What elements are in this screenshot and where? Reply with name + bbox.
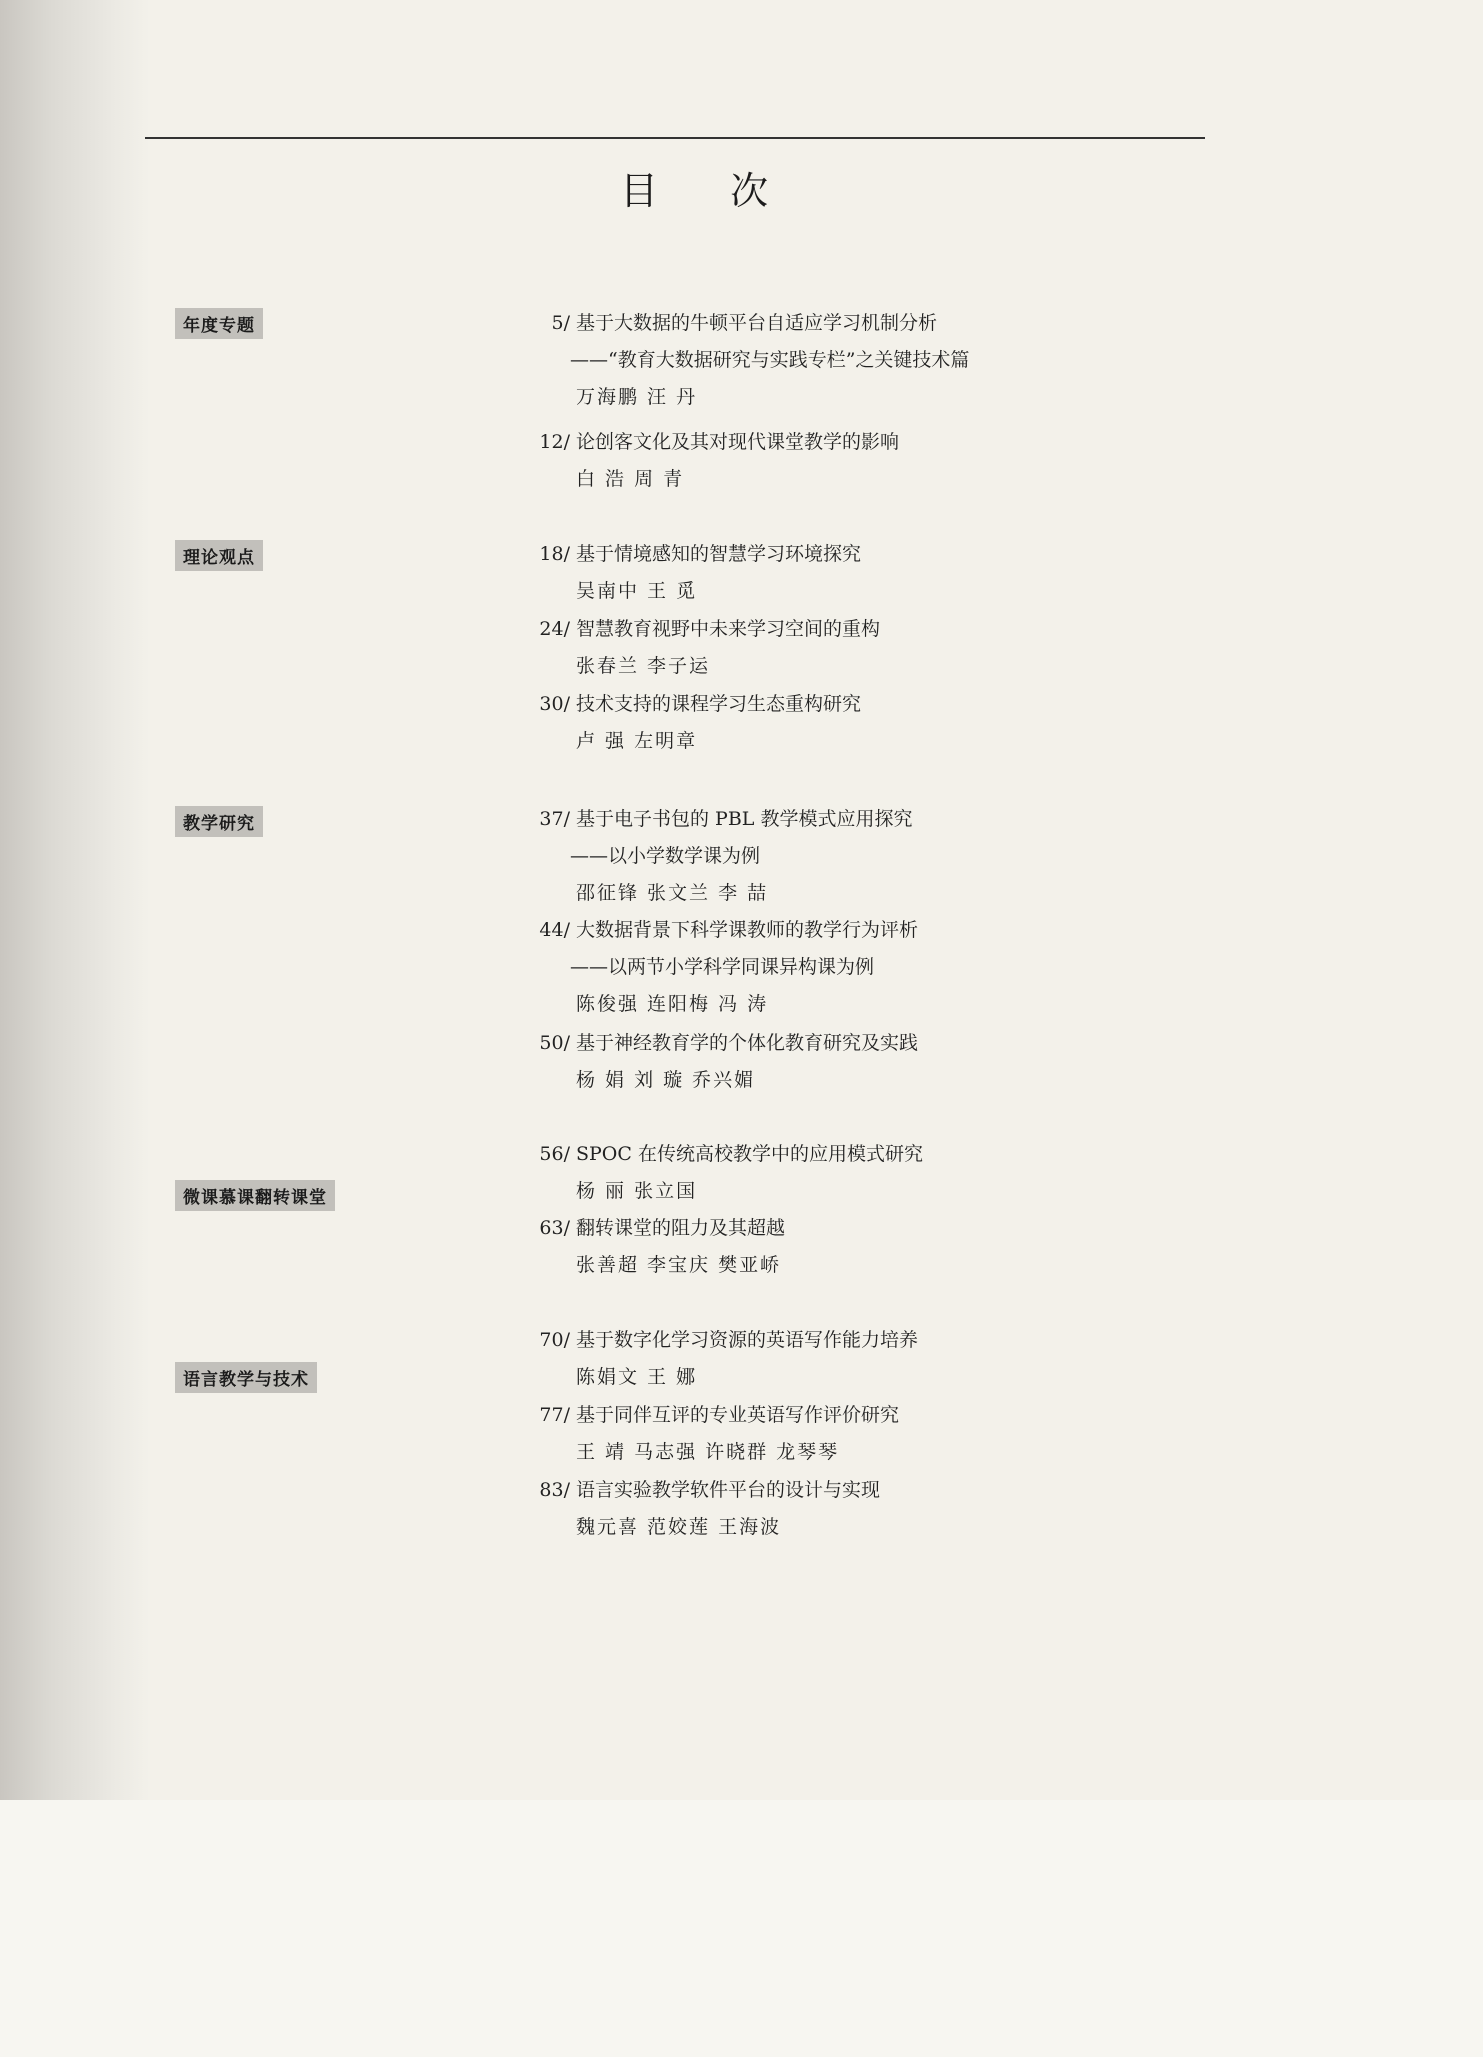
header-rule [145, 137, 1205, 139]
article-authors: 杨 丽 张立国 [576, 1180, 698, 1202]
toc-entry-link[interactable] [500, 1397, 1120, 1434]
toc-entry [500, 1136, 1120, 1210]
article-title: 基于情境感知的智慧学习环境探究 [576, 543, 862, 565]
page-number: 12/ [539, 431, 570, 453]
article-title: 基于数字化学习资源的英语写作能力培养 [576, 1329, 919, 1351]
toc-entry-link[interactable] [500, 1322, 1120, 1359]
page-number: 18/ [539, 543, 570, 565]
page-bottom-margin [0, 1800, 1483, 2057]
article-authors: 杨 娟 刘 璇 乔兴媚 [576, 1069, 756, 1091]
page-number: 5/ [551, 312, 570, 334]
article-authors: 陈俊强 连阳梅 冯 涛 [576, 993, 769, 1015]
category-label: 语言教学与技术 [175, 1362, 317, 1393]
article-authors: 魏元喜 范姣莲 王海波 [576, 1516, 782, 1538]
article-title: 基于神经教育学的个体化教育研究及实践 [576, 1032, 919, 1054]
article-title: 基于电子书包的 PBL 教学模式应用探究 [576, 808, 913, 830]
article-authors: 邵征锋 张文兰 李 喆 [576, 882, 769, 904]
article-authors: 吴南中 王 觅 [576, 580, 698, 602]
category-label: 理论观点 [175, 540, 263, 571]
toc-entry-link[interactable] [500, 912, 1120, 949]
toc-entry-link[interactable] [500, 1472, 1120, 1509]
toc-entry [500, 801, 1120, 912]
page-number: 37/ [539, 808, 570, 830]
scan-left-shadow [0, 0, 150, 1800]
toc-entry-link[interactable] [500, 611, 1120, 648]
toc-entry-link[interactable] [500, 686, 1120, 723]
toc-entry-link[interactable] [500, 1210, 1120, 1247]
article-subtitle: ——以两节小学科学同课异构课为例 [570, 956, 875, 978]
toc-entry [500, 1322, 1120, 1396]
toc-entry [500, 536, 1120, 610]
toc-entry [500, 424, 1120, 498]
toc-entry [500, 686, 1120, 760]
page-number: 30/ [539, 693, 570, 715]
article-title: 语言实验教学软件平台的设计与实现 [576, 1479, 881, 1501]
category-label: 年度专题 [175, 308, 263, 339]
article-authors: 万海鹏 汪 丹 [576, 386, 698, 408]
page-number: 56/ [539, 1143, 570, 1165]
toc-entry-link[interactable] [500, 801, 1120, 838]
article-title: 基于大数据的牛顿平台自适应学习机制分析 [576, 312, 938, 334]
category-label: 教学研究 [175, 806, 263, 837]
toc-entry-link[interactable] [500, 305, 1120, 342]
article-authors: 张善超 李宝庆 樊亚峤 [576, 1254, 782, 1276]
toc-entry-link[interactable] [500, 1136, 1120, 1173]
article-authors: 卢 强 左明章 [576, 730, 698, 752]
article-title: 技术支持的课程学习生态重构研究 [576, 693, 862, 715]
toc-entry [500, 1025, 1120, 1099]
article-title: 大数据背景下科学课教师的教学行为评析 [576, 919, 919, 941]
toc-entry [500, 611, 1120, 685]
toc-entry [500, 1397, 1120, 1471]
article-subtitle: ——以小学数学课为例 [570, 845, 761, 867]
article-authors: 张春兰 李子运 [576, 655, 711, 677]
page-number: 50/ [539, 1032, 570, 1054]
page-number: 83/ [539, 1479, 570, 1501]
article-title: 智慧教育视野中未来学习空间的重构 [576, 618, 881, 640]
article-authors: 王 靖 马志强 许晓群 龙琴琴 [576, 1441, 840, 1463]
category-label: 微课慕课翻转课堂 [175, 1180, 335, 1211]
toc-entry [500, 305, 1120, 416]
page-number: 44/ [539, 919, 570, 941]
toc-entry-link[interactable] [500, 1025, 1120, 1062]
toc-entry-link[interactable] [500, 424, 1120, 461]
toc-entry [500, 1210, 1120, 1284]
article-title: 基于同伴互评的专业英语写作评价研究 [576, 1404, 900, 1426]
page-number: 24/ [539, 618, 570, 640]
page-number: 70/ [539, 1329, 570, 1351]
toc-entry [500, 1472, 1120, 1546]
page-number: 63/ [539, 1217, 570, 1239]
article-subtitle: ——“教育大数据研究与实践专栏”之关键技术篇 [570, 349, 970, 371]
article-authors: 白 浩 周 青 [576, 468, 685, 490]
toc-entry-link[interactable] [500, 536, 1120, 573]
page-title: 目 次 [620, 169, 799, 213]
page-number: 77/ [539, 1404, 570, 1426]
article-authors: 陈娟文 王 娜 [576, 1366, 698, 1388]
article-title: 翻转课堂的阻力及其超越 [576, 1217, 786, 1239]
article-title: 论创客文化及其对现代课堂教学的影响 [576, 431, 900, 453]
toc-entry [500, 912, 1120, 1023]
article-title: SPOC 在传统高校教学中的应用模式研究 [576, 1143, 923, 1165]
